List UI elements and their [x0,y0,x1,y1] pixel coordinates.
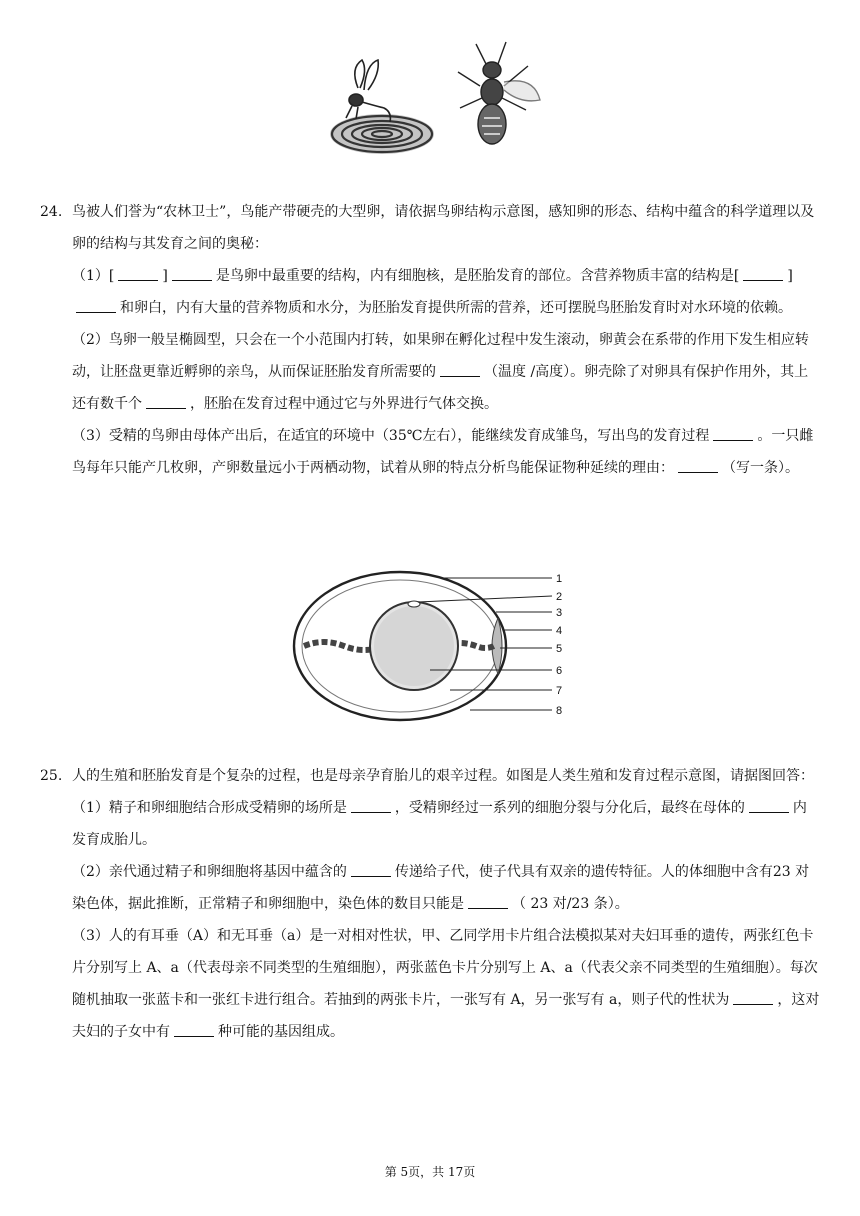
dragonfly-insect-illustration [320,36,550,166]
bird-egg-structure-diagram [290,566,580,726]
answer-blank[interactable] [351,798,391,813]
sub-question-3: （3）人的有耳垂（A）和无耳垂（a）是一对相对性状，甲、乙同学用卡片组合法模拟某对夫妇耳垂的遗传，两张红色卡片分别写上 A、a（代表母亲不同类型的生殖细胞），两张蓝色卡片分别写上 A、a（代表父亲不同类型的生殖细胞）。每次随机抽取一张蓝卡和一张红卡进行组合。若抽到的两张卡片，一张写有 A，另一张写有 a，则子代的性状为 ，这对夫妇的子女中有 种可能的基因组成。 [72,928,820,1040]
answer-blank[interactable] [351,862,391,877]
answer-blank[interactable] [174,1022,214,1037]
egg-label: 4 [556,625,563,637]
answer-blank[interactable] [146,394,186,409]
answer-blank[interactable] [733,990,773,1005]
sub-question-1: （1）精子和卵细胞结合形成受精卵的场所是 ，受精卵经过一系列的细胞分裂与分化后，最终在母体的 内发育成胎儿。 [72,800,807,848]
egg-label: 5 [556,643,563,655]
answer-blank[interactable] [468,894,508,909]
egg-label: 2 [556,591,563,603]
answer-blank[interactable] [76,298,116,313]
question-number: 25. [40,768,63,784]
answer-blank[interactable] [749,798,789,813]
sub-question-1: （1）[ ] 是鸟卵中最重要的结构，内有细胞核，是胚胎发育的部位。含营养物质丰富的结构是[ ]和卵白，内有大量的营养物质和水分，为胚胎发育提供所需的营养，还可摆脱鸟胚胎发育时对水环境的依赖。 [72,268,793,316]
answer-blank[interactable] [440,362,480,377]
page-footer: 第 5页，共 17页 [384,1165,476,1179]
sub-question-3: （3）受精的鸟卵由母体产出后，在适宜的环境中（35℃左右），能继续发育成雏鸟，写出鸟的发育过程 。一只雌鸟每年只能产几枚卵，产卵数量远小于两栖动物，试着从卵的特点分析鸟能保证物种延续的理由： （写一条）。 [72,428,814,476]
egg-label: 6 [556,665,563,677]
answer-blank[interactable] [118,266,158,281]
sub-question-2: （2）鸟卵一般呈椭圆型，只会在一个小范围内打转，如果卵在孵化过程中发生滚动，卵黄会在系带的作用下发生相应转动，让胚盘更靠近孵卵的亲鸟，从而保证胚胎发育所需要的 （温度 /高度）。卵壳除了对卵具有保护作用外，其上还有数千个 ，胚胎在发育过程中通过它与外界进行气体交换。 [72,332,809,412]
question-number: 24. [40,204,63,220]
question-stem: 人的生殖和胚胎发育是个复杂的过程，也是母亲孕育胎儿的艰辛过程。如图是人类生殖和发育过程示意图，请据图回答： [72,768,814,784]
answer-blank[interactable] [743,266,783,281]
egg-label: 7 [556,685,563,697]
question-stem: 鸟被人们誉为“农林卫士”，鸟能产带硬壳的大型卵，请依据鸟卵结构示意图，感知卵的形态、结构中蕴含的科学道理以及卵的结构与其发育之间的奥秘： [72,204,815,252]
egg-label: 8 [556,705,563,717]
egg-label: 3 [556,607,563,619]
answer-blank[interactable] [678,458,718,473]
question-25 [40,760,820,1048]
sub-question-2: （2）亲代通过精子和卵细胞将基因中蕴含的 传递给子代，使子代具有双亲的遗传特征。人的体细胞中含有23 对染色体，据此推断，正常精子和卵细胞中，染色体的数目只能是 （ 23 对/23 条）。 [72,864,810,912]
question-24 [40,196,820,484]
egg-label: 1 [556,573,563,585]
answer-blank[interactable] [172,266,212,281]
answer-blank[interactable] [713,426,753,441]
